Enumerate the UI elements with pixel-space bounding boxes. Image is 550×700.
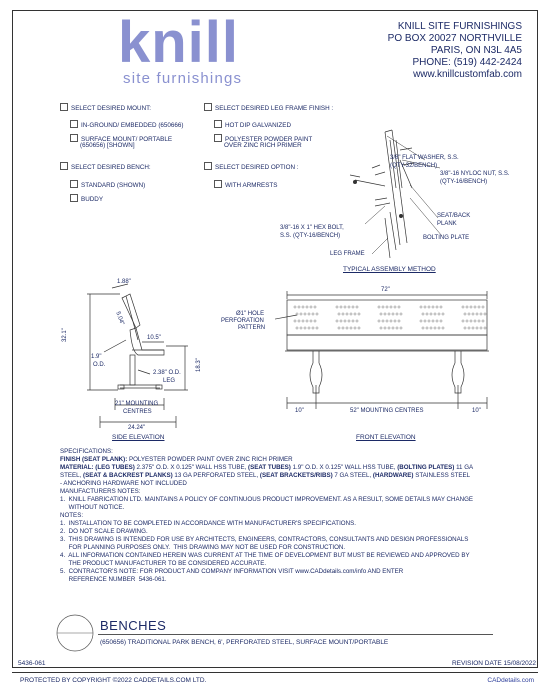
note-4b: THE PRODUCT MANUFACTURER TO BE CONSIDERED ACCURATE. [60,560,267,567]
title-divider [98,634,493,635]
option-finish-galvanized[interactable]: HOT DIP GALVANIZED [214,120,291,130]
front-elevation-drawing [275,285,505,425]
perforation-hole [462,320,464,322]
perforation-hole [300,327,302,329]
perforation-hole [298,306,300,308]
perforation-hole [384,327,386,329]
perforation-hole [338,313,340,315]
option-mount-surface[interactable]: SURFACE MOUNT/ PORTABLE [70,134,172,144]
option-finish-title[interactable]: SELECT DESIRED LEG FRAME FINISH : [204,103,333,113]
option-mount-title[interactable]: SELECT DESIRED MOUNT: [60,103,151,113]
perforation-hole [398,320,400,322]
side-od-unit: O.D. [93,362,106,368]
perforation-hole [468,313,470,315]
front-hole-label-2: PERFORATION [221,318,264,324]
option-extra-title[interactable]: SELECT DESIRED OPTION : [204,162,299,172]
perforation-hole [352,306,354,308]
perforation-hole [422,313,424,315]
perforation-hole [396,327,398,329]
perforation-hole [434,313,436,315]
perforation-hole [388,327,390,329]
perforation-hole [482,306,484,308]
assembly-hexbolt-qty: S.S. (QTY-16/BENCH) [280,233,341,239]
perforation-hole [378,320,380,322]
assembly-nut-qty: (QTY-16/BENCH) [440,179,488,185]
perforation-hole [400,313,402,315]
perforation-hole [440,320,442,322]
perforation-hole [316,327,318,329]
spec-finish: FINISH (SEAT PLANK): POLYESTER POWDER PAINT OVER ZINC RICH PRIMER [60,456,293,463]
perforation-hole [382,320,384,322]
perforation-hole [390,306,392,308]
perforation-hole [480,327,482,329]
perforation-hole [298,320,300,322]
perforation-hole [308,327,310,329]
checkbox[interactable] [214,134,222,142]
perforation-hole [358,327,360,329]
assembly-seat-label: SEAT/BACK [437,213,471,219]
perforation-hole [476,327,478,329]
checkbox[interactable] [70,120,78,128]
perforation-hole [358,313,360,315]
mfr-note-1: 1. KNILL FABRICATION LTD. MAINTAINS A POLICY OF CONTINUOUS PRODUCT IMPROVEMENT. AS A RESULT, SOME DETAILS MAY CHANGE [60,496,474,503]
company-website[interactable]: www.knillcustomfab.com [413,69,522,80]
perforation-hole [436,306,438,308]
perforation-hole [340,306,342,308]
assembly-plank-label: PLANK [437,221,457,227]
perforation-hole [436,320,438,322]
perforation-hole [470,320,472,322]
mfr-heading: MANUFACTURERS NOTES: [60,488,141,495]
front-width: 72" [381,287,390,293]
perforation-hole [312,313,314,315]
perforation-hole [310,320,312,322]
assembly-drawing [330,120,540,270]
perforation-hole [474,320,476,322]
perforation-hole [380,313,382,315]
perforation-hole [438,313,440,315]
company-info [388,21,522,81]
spec-material-3: - ANCHORING HARDWARE NOT INCLUDED [60,480,187,487]
perforation-hole [348,320,350,322]
perforation-hole [472,313,474,315]
perforation-hole [386,306,388,308]
side-mount-label: 21" MOUNTING [115,401,159,407]
specifications [60,448,530,584]
checkbox[interactable] [214,180,222,188]
perforation-hole [384,313,386,315]
perforation-hole [478,320,480,322]
checkbox[interactable] [204,162,212,170]
perforation-hole [294,306,296,308]
front-dim-right: 10" [472,408,481,414]
perforation-hole [386,320,388,322]
reference-number: 5436-061 [18,660,46,667]
side-leg-label: LEG [163,378,176,384]
spec-heading: SPECIFICATIONS: [60,448,113,455]
perforation-hole [310,306,312,308]
perforation-hole [394,306,396,308]
perforation-hole [304,327,306,329]
perforation-hole [314,306,316,308]
perforation-hole [424,306,426,308]
option-mount-surface-code: (650656) [SHOWN] [80,142,135,149]
side-od-value: 1.9" [91,354,102,360]
perforation-hole [302,306,304,308]
perforation-hole [340,320,342,322]
checkbox[interactable] [70,180,78,188]
perforation-hole [336,320,338,322]
perforation-hole [424,320,426,322]
side-height-seat: 18.3" [196,358,202,372]
perforation-hole [390,320,392,322]
side-elevation-caption: SIDE ELEVATION [112,434,165,441]
note-5b: REFERENCE NUMBER 5436-061. [60,576,167,583]
perforation-hole [392,313,394,315]
perforation-hole [312,327,314,329]
perforation-hole [470,306,472,308]
perforation-hole [476,313,478,315]
option-finish-powder-line2: OVER ZINC RICH PRIMER [224,142,302,149]
perforation-hole [420,306,422,308]
perforation-hole [466,320,468,322]
perforation-hole [348,306,350,308]
perforation-hole [314,320,316,322]
perforation-hole [438,327,440,329]
perforation-hole [426,327,428,329]
perforation-hole [380,327,382,329]
perforation-hole [432,306,434,308]
perforation-hole [484,327,486,329]
company-address-1: PO BOX 20027 NORTHVILLE [387,33,522,44]
perforation-hole [396,313,398,315]
brand-logo: knill [118,10,240,75]
assembly-washer-qty: (QTY-32/BENCH) [390,163,438,169]
option-bench-title[interactable]: SELECT DESIRED BENCH: [60,162,151,172]
perforation-hole [442,313,444,315]
side-mount-label-2: CENTRES [123,409,152,415]
perforation-hole [428,320,430,322]
caddetails-link[interactable]: CADdetails.com [487,677,534,684]
title-circle-icon [55,613,95,653]
perforation-hole [478,306,480,308]
perforation-hole [468,327,470,329]
perforation-hole [398,306,400,308]
perforation-hole [464,313,466,315]
revision-date: REVISION DATE 15/08/2022 [451,660,536,667]
perforation-hole [474,306,476,308]
perforation-hole [350,327,352,329]
company-address-2: PARIS, ON N3L 4A5 [430,45,522,56]
perforation-hole [422,327,424,329]
side-width: 24.24" [128,425,146,431]
mfr-note-1b: WITHOUT NOTICE. [60,504,125,511]
option-bench-buddy[interactable]: BUDDY [70,194,103,204]
perforation-hole [466,306,468,308]
perforation-hole [430,327,432,329]
perforation-hole [442,327,444,329]
perforation-hole [342,313,344,315]
perforation-hole [388,313,390,315]
side-leg-od: 2.38" O.D. [153,370,181,376]
perforation-hole [296,327,298,329]
front-elevation-caption: FRONT ELEVATION [356,434,416,441]
assembly-bolting-label: BOLTING PLATE [423,235,470,241]
assembly-nut-label: 3/8"-16 NYLOC NUT, S.S. [440,171,510,177]
perforation-hole [346,327,348,329]
company-name: KNILL SITE FURNISHINGS [397,21,522,32]
front-dim-left: 10" [295,408,304,414]
side-dim-seat: 10.5" [147,335,161,341]
perforation-hole [344,306,346,308]
assembly-legframe-label: LEG FRAME [330,251,365,257]
footer-bar [12,672,538,689]
assembly-caption: TYPICAL ASSEMBLY METHOD [343,266,436,273]
perforation-hole [294,320,296,322]
perforation-hole [428,306,430,308]
perforation-hole [382,306,384,308]
checkbox[interactable] [214,120,222,128]
checkbox[interactable] [70,194,78,202]
front-hole-label: Ø1" HOLE [236,311,265,317]
drawing-title: BENCHES [100,618,167,633]
note-3: 3. THIS DRAWING IS INTENDED FOR USE BY ARCHITECTS, ENGINEERS, CONTRACTORS, CONSULTANTS AND DESIGN PROFESSIONALS [60,536,469,543]
note-3b: FOR PLANNING PURPOSES ONLY. THIS DRAWING MAY NOT BE USED FOR CONSTRUCTION. [60,544,346,551]
perforation-hole [482,320,484,322]
perforation-hole [484,313,486,315]
perforation-hole [420,320,422,322]
side-dim-1: 1.88" [117,279,131,285]
perforation-hole [304,313,306,315]
perforation-hole [306,320,308,322]
front-hole-label-3: PATTERN [238,325,266,331]
perforation-hole [394,320,396,322]
perforation-hole [300,313,302,315]
perforation-hole [392,327,394,329]
perforation-hole [480,313,482,315]
copyright-notice: PROTECTED BY COPYRIGHT ©2022 CADDETAILS.COM LTD. [20,677,207,684]
perforation-hole [342,327,344,329]
checkbox[interactable] [60,103,68,111]
perforation-hole [350,313,352,315]
option-finish-powder[interactable]: POLYESTER POWDER PAINT [214,134,312,144]
perforation-hole [426,313,428,315]
option-mount-inground[interactable]: IN-GROUND/ EMBEDDED (650666) [70,120,184,130]
note-4: 4. ALL INFORMATION CONTAINED HEREIN WAS CURRENT AT THE TIME OF DEVELOPMENT BUT MUST BE REVIEWED AND APPROVED BY [60,552,470,559]
notes-heading: NOTES: [60,512,84,519]
perforation-hole [356,320,358,322]
perforation-hole [308,313,310,315]
spec-material-2: STEEL, (SEAT & BACKREST PLANKS) 13 GA PERFORATED STEEL, (SEAT BRACKETS/RIBS) 7 GA STEEL, (HARDWARE) STAINLESS STEEL [60,472,471,479]
perforation-hole [352,320,354,322]
perforation-hole [336,306,338,308]
perforation-hole [430,313,432,315]
perforation-hole [400,327,402,329]
perforation-hole [354,327,356,329]
option-armrests[interactable]: WITH ARMRESTS [214,180,277,190]
drawing-subtitle: (650656) TRADITIONAL PARK BENCH, 6', PERFORATED STEEL, SURFACE MOUNT/PORTABLE [100,639,389,646]
company-phone: PHONE: (519) 442-2424 [412,57,522,68]
perforation-hole [432,320,434,322]
assembly-hexbolt-label: 3/8"-16 X 1" HEX BOLT, [280,225,344,231]
perforation-hole [316,313,318,315]
note-5: 5. CONTRACTOR'S NOTE: FOR PRODUCT AND COMPANY INFORMATION VISIT www.CADdetails.com/info AND ENTER [60,568,404,575]
side-height-total: 32.1" [62,328,68,342]
option-bench-standard[interactable]: STANDARD (SHOWN) [70,180,145,190]
perforation-hole [354,313,356,315]
assembly-washer-label: 3/8" FLAT WASHER, S.S. [390,155,459,161]
perforation-pattern [294,306,486,329]
perforation-hole [302,320,304,322]
perforation-hole [464,327,466,329]
side-dim-2: 5.04" [114,311,125,327]
perforation-hole [306,306,308,308]
spec-material: MATERIAL: (LEG TUBES) 2.375" O.D. X 0.125" WALL HSS TUBE, (SEAT TUBES) 1.9" O.D. X 0.125" WALL HSS TUBE, (BOLTING PLATES) 11 GA [60,464,474,471]
checkbox[interactable] [70,134,78,142]
perforation-hole [296,313,298,315]
perforation-hole [434,327,436,329]
front-dim-mount: 52" MOUNTING CENTRES [350,408,424,414]
perforation-hole [344,320,346,322]
checkbox[interactable] [204,103,212,111]
perforation-hole [462,306,464,308]
perforation-hole [346,313,348,315]
note-1: 1. INSTALLATION TO BE COMPLETED IN ACCORDANCE WITH MANUFACTURER'S SPECIFICATIONS. [60,520,356,527]
note-2: 2. DO NOT SCALE DRAWING. [60,528,148,535]
perforation-hole [338,327,340,329]
brand-logo-tagline: site furnishings [123,70,243,87]
perforation-hole [440,306,442,308]
checkbox[interactable] [60,162,68,170]
perforation-hole [472,327,474,329]
perforation-hole [356,306,358,308]
perforation-hole [378,306,380,308]
